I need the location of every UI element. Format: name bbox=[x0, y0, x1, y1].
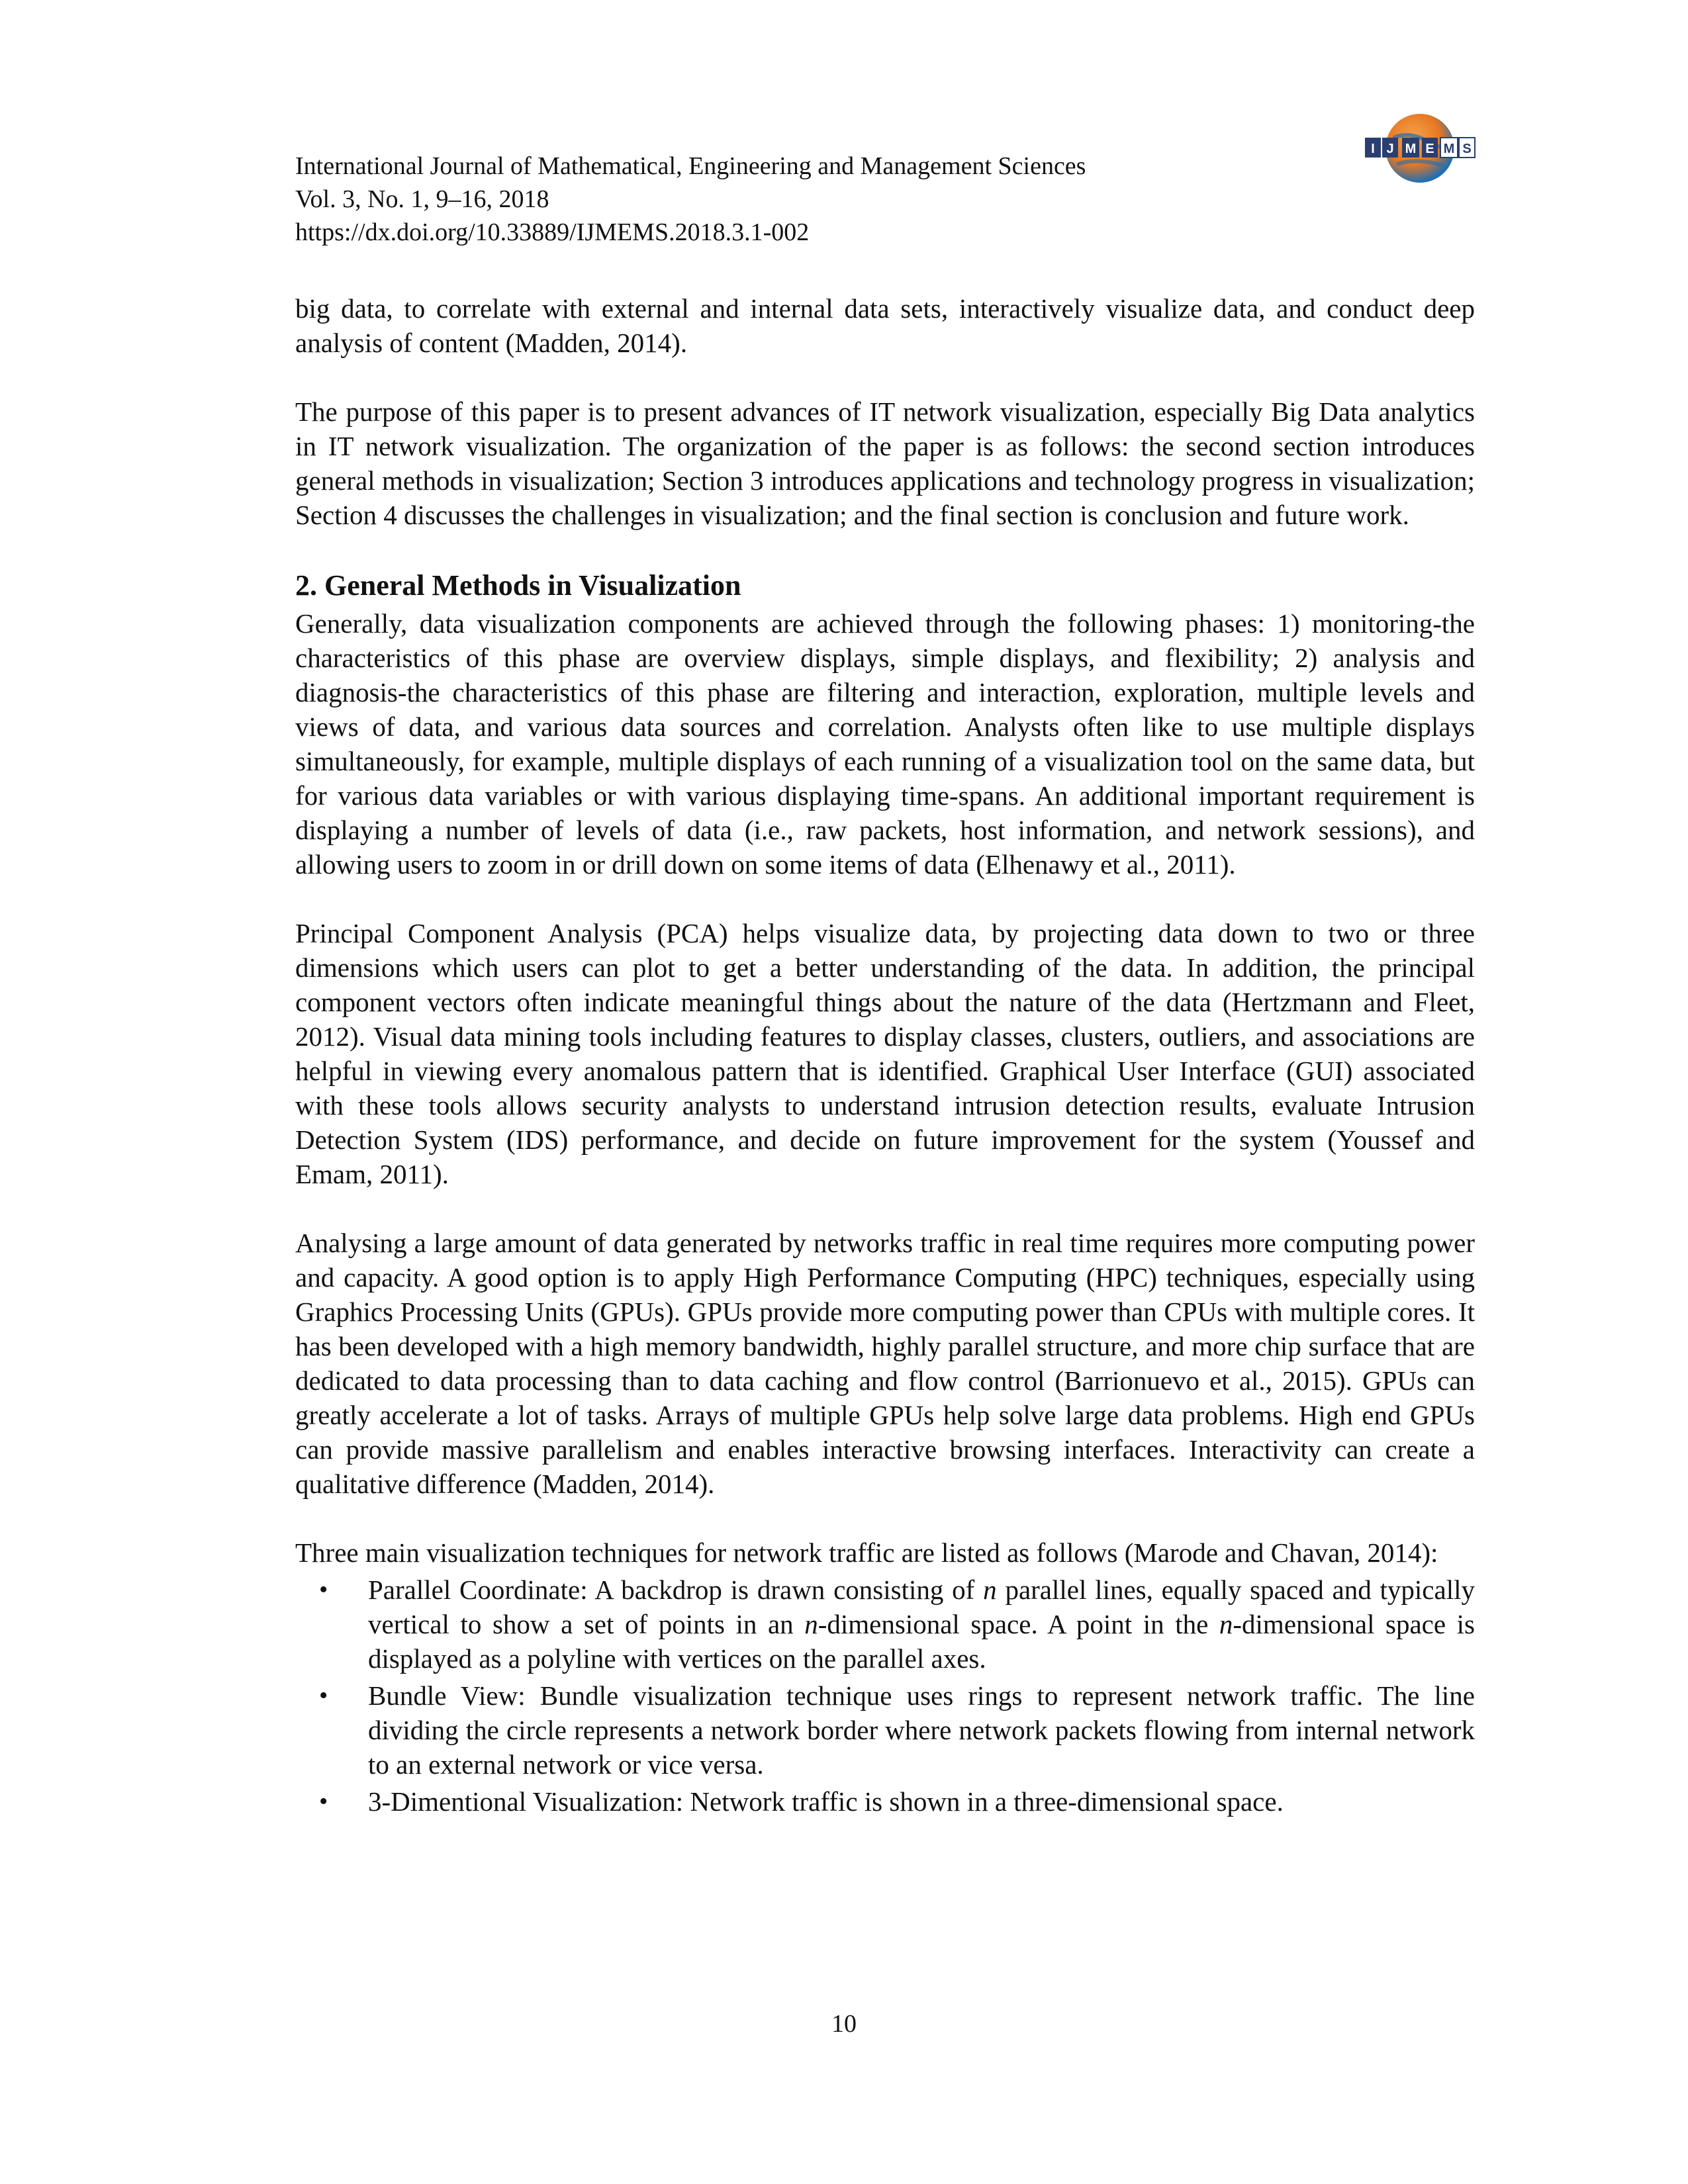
paragraph-pca: Principal Component Analysis (PCA) helps visualize data, by projecting data down to two or three dimensions which users can plot to get a better understanding of the data. In addition, the principal component vectors often indicate meaningful things about the nature of the data (Hertzmann and Fleet, 2012). Visual data mining tools including features to display classes, clusters, outliers, and associations are helpful in viewing every anomalous pattern that is identified. Graphical User Interface (GUI) associated with these tools allows security analysts to understand intrusion detection results, evaluate Intrusion Detection System (IDS) performance, and decide on future improvement for the system (Youssef and Emam, 2011). bbox=[295, 918, 1475, 1189]
bullet-icon: • bbox=[319, 1682, 328, 1709]
section-heading: 2. General Methods in Visualization bbox=[295, 569, 741, 602]
paragraph-techniques-intro: Three main visualization techniques for network traffic are listed as follows (Marode and Chavan, 2014): bbox=[295, 1537, 1438, 1568]
svg-text:M: M bbox=[1443, 142, 1455, 156]
journal-title: International Journal of Mathematical, Engineering and Management Sciences bbox=[295, 152, 1086, 180]
list-item: • Bundle View: Bundle visualization technique uses rings to represent network traffic. The line dividing the circle represents a network border where network packets flowing from internal network to an external network or vice versa. bbox=[295, 1678, 1475, 1782]
page-number: 10 bbox=[831, 2010, 857, 2038]
paragraph-intro-continued: big data, to correlate with external and internal data sets, interactively visualize data, and conduct deep analysis of content (Madden, 2014). bbox=[295, 293, 1475, 358]
bullet-icon: • bbox=[319, 1576, 328, 1604]
list-item: • 3-Dimentional Visualization: Network traffic is shown in a three-dimensional space. bbox=[295, 1784, 1475, 1819]
svg-text:J: J bbox=[1386, 142, 1394, 156]
journal-volume: Vol. 3, No. 1, 9–16, 2018 bbox=[295, 185, 549, 213]
journal-doi: https://dx.doi.org/10.33889/IJMEMS.2018.3.1-002 bbox=[295, 218, 810, 246]
paragraph-purpose: The purpose of this paper is to present advances of IT network visualization, especially Big Data analytics in IT network visualization. The organization of the paper is as follows: the second section introduces general methods in visualization; Section 3 introduces applications and technology progress in visualization; Section 4 discusses the challenges in visualization; and the final section is conclusion and future work. bbox=[295, 396, 1475, 530]
svg-text:I: I bbox=[1371, 142, 1375, 156]
journal-header bbox=[295, 150, 1222, 249]
page-body bbox=[295, 291, 1475, 1819]
list-item: • Parallel Coordinate: A backdrop is drawn consisting of n parallel lines, equally spaced and typically vertical to show a set of points in an n-dimensional space. A point in the n-dimensional space is displayed as a polyline with vertices on the parallel axes. bbox=[295, 1572, 1475, 1676]
svg-text:S: S bbox=[1462, 142, 1472, 156]
techniques-list bbox=[295, 1572, 1475, 1819]
svg-text:M: M bbox=[1405, 142, 1417, 156]
paragraph-phases: Generally, data visualization components are achieved through the following phases: 1) monitoring-the characteristics of this phase are overview displays, simple displays, and flexibility; 2) analysis and diagnosis-the characteristics of this phase are filtering and interaction, exploration, multiple levels and views of data, and various data sources and correlation. Analysts often like to use multiple displays simultaneously, for example, multiple displays of each running of a visualization tool on the same data, but for various data variables or with various displaying time-spans. An additional important requirement is displaying a number of levels of data (i.e., raw packets, host information, and network sessions), and allowing users to zoom in or drill down on some items of data (Elhenawy et al., 2011). bbox=[295, 608, 1475, 880]
bullet-icon: • bbox=[319, 1788, 328, 1815]
paragraph-hpc: Analysing a large amount of data generated by networks traffic in real time requires more computing power and capacity. A good option is to apply High Performance Computing (HPC) techniques, especially using Graphics Processing Units (GPUs). GPUs provide more computing power than CPUs with multiple cores. It has been developed with a high memory bandwidth, highly parallel structure, and more chip surface that are dedicated to data processing than to data caching and flow control (Barrionuevo et al., 2015). GPUs can greatly accelerate a lot of tasks. Arrays of multiple GPUs help solve large data problems. High end GPUs can provide massive parallelism and enables interactive browsing interfaces. Interactivity can create a qualitative difference (Madden, 2014). bbox=[295, 1228, 1475, 1499]
ijmems-logo bbox=[1364, 111, 1476, 185]
svg-text:E: E bbox=[1425, 142, 1434, 156]
